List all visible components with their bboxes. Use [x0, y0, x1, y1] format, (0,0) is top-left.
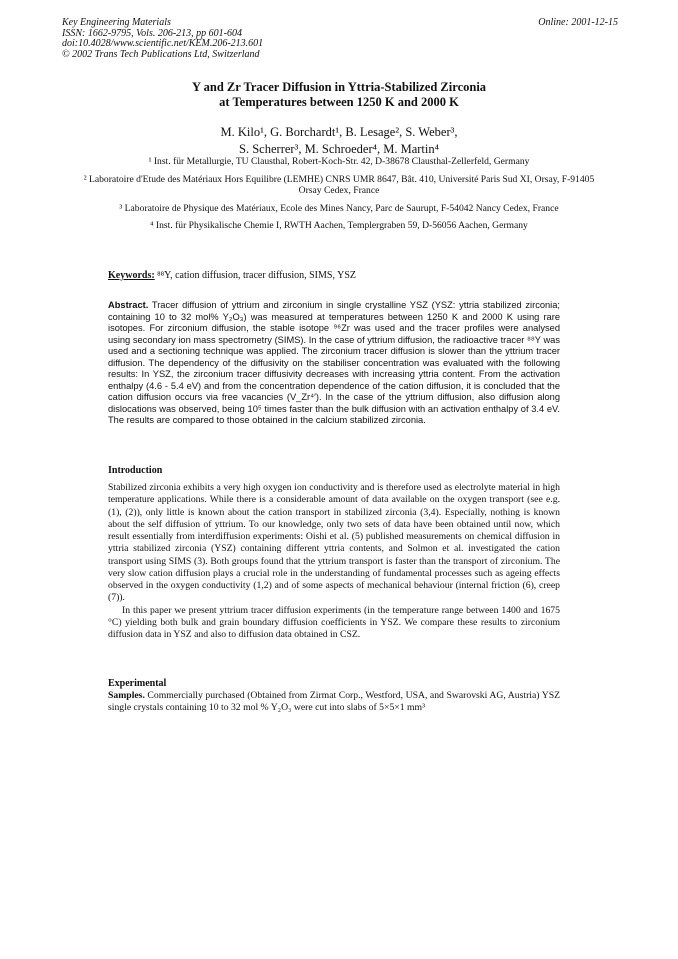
samples-text: Commercially purchased (Obtained from Zirmat Corp., Westford, USA, and Swarovski AG, Austria) YSZ single crystals containing 10 to 32 mol % Y₂O₃ were cut into slabs of 5×5×1 mm³ [108, 690, 560, 714]
title-line-2: at Temperatures between 1250 K and 2000 K [219, 95, 459, 109]
issn-line: ISSN: 1662-9795, Vols. 206-213, pp 601-604 [62, 27, 242, 39]
copyright-line: © 2002 Trans Tech Publications Ltd, Switzerland [62, 48, 260, 60]
running-header [62, 18, 618, 60]
keywords-label: Keywords: [108, 270, 155, 281]
samples-label: Samples. [108, 690, 145, 701]
intro-paragraph-1: Stabilized zirconia exhibits a very high oxygen ion conductivity and is therefore used as electrolyte material in high temperature applications. While there is a considerable amount of data available on the oxygen transport (see e.g. (1), (2)), only little is known about the cation transport in stabilized zirconia (3,4). Especially, nothing is known about the self diffusion of yttrium. To our knowledge, only two sets of data have been obtained until now, which result essentially from interdiffusion experiments: Oishi et al. (5) published measurements on chemical diffusion in yttria stabilized zirconia (YSZ) containing different yttria contents, and Solmon et al. investigated the cation transport using SIMS (3). Both groups found that the yttrium transport is faster than the transport of zirconium. The very slow cation diffusion plays a crucial role in the understanding of fundamental processes such as ageing effects observed in the oxygen conductivity (1,2) and of some aspects of mechanical behaviour (internal friction (6), creep (7)). [108, 482, 560, 604]
affiliation-2: ² Laboratoire d'Etude des Matériaux Hors Equilibre (LEMHE) CNRS UMR 8647, Bât. 410, Université Paris Sud XI, Orsay, F-91405 Orsay Cedex, France [83, 173, 595, 197]
keywords [108, 270, 578, 282]
experimental-heading: Experimental [108, 678, 167, 689]
introduction-body [108, 482, 560, 641]
keywords-text: ⁸⁸Y, cation diffusion, tracer diffusion, SIMS, YSZ [157, 270, 356, 281]
doi-link[interactable]: doi:10.4028/www.scientific.net/KEM.206-213.601 [62, 38, 264, 49]
intro-paragraph-2: In this paper we present yttrium tracer diffusion experiments (in the temperature range between 1400 and 1675 °C) yielding both bulk and grain boundary diffusion coefficients in YSZ. We compare these results to zirconium diffusion data in YSZ and also to diffusion data obtained in CSZ. [108, 604, 560, 640]
paper-title [100, 80, 578, 110]
introduction-heading: Introduction [108, 465, 163, 476]
authors-line-2: S. Scherrer³, M. Schroeder⁴, M. Martin⁴ [239, 142, 439, 156]
affiliation-4: ⁴ Inst. für Physikalische Chemie I, RWTH Aachen, Templergraben 59, D-56056 Aachen, Germany [150, 220, 528, 232]
journal-name: Key Engineering Materials [62, 17, 171, 28]
affiliation-3: ³ Laboratoire de Physique des Matériaux, Ecole des Mines Nancy, Parc de Saurupt, F-54042 Nancy Cedex, France [119, 202, 559, 214]
samples-paragraph [108, 690, 560, 715]
affiliation-1: ¹ Inst. für Metallurgie, TU Clausthal, Robert-Koch-Str. 42, D-38678 Clausthal-Zellerfeld, Germany [148, 156, 530, 167]
abstract-label: Abstract. [108, 300, 149, 310]
abstract-text: Tracer diffusion of yttrium and zirconium in single crystalline YSZ (YSZ: yttria stabilized zirconia; containing 10 to 32 mol% Y₂O₃) was measured at temperatures between 1250 K and 2000 K using rare isotopes. For zirconium diffusion, the stable isotope ⁹⁶Zr was used and the tracer profiles were analysed using secondary ion mass spectrometry (SIMS). In the case of yttrium diffusion, the radioactive tracer ⁸⁸Y was used and a sectioning technique was applied. The zirconium tracer diffusion is slower than the yttrium tracer diffusion. The dependency of the diffusivity on the stabiliser concentration was evaluated with the following results: In YSZ, the zirconium tracer diffusivity decreases with increasing yttria content. From the activation enthalpy (4.6 - 5.4 eV) and from the concentration dependence of the cation diffusion, it is concluded that the cation diffusion occurs via free vacancies (V_Zr⁴′). In the case of the yttrium diffusion, also diffusion along dislocations was observed, being 10⁵ times faster than the bulk diffusion with an activation enthalpy of 3.4 eV. The results are compared to those obtained in the calcium stabilized zirconia. [108, 300, 560, 426]
online-date: Online: 2001-12-15 [538, 17, 618, 28]
abstract [108, 300, 560, 427]
authors-line-1: M. Kilo¹, G. Borchardt¹, B. Lesage², S. Weber³, [220, 125, 458, 139]
title-line-1: Y and Zr Tracer Diffusion in Yttria-Stabilized Zirconia [191, 80, 487, 94]
affiliations [80, 156, 598, 238]
author-list [100, 124, 578, 158]
